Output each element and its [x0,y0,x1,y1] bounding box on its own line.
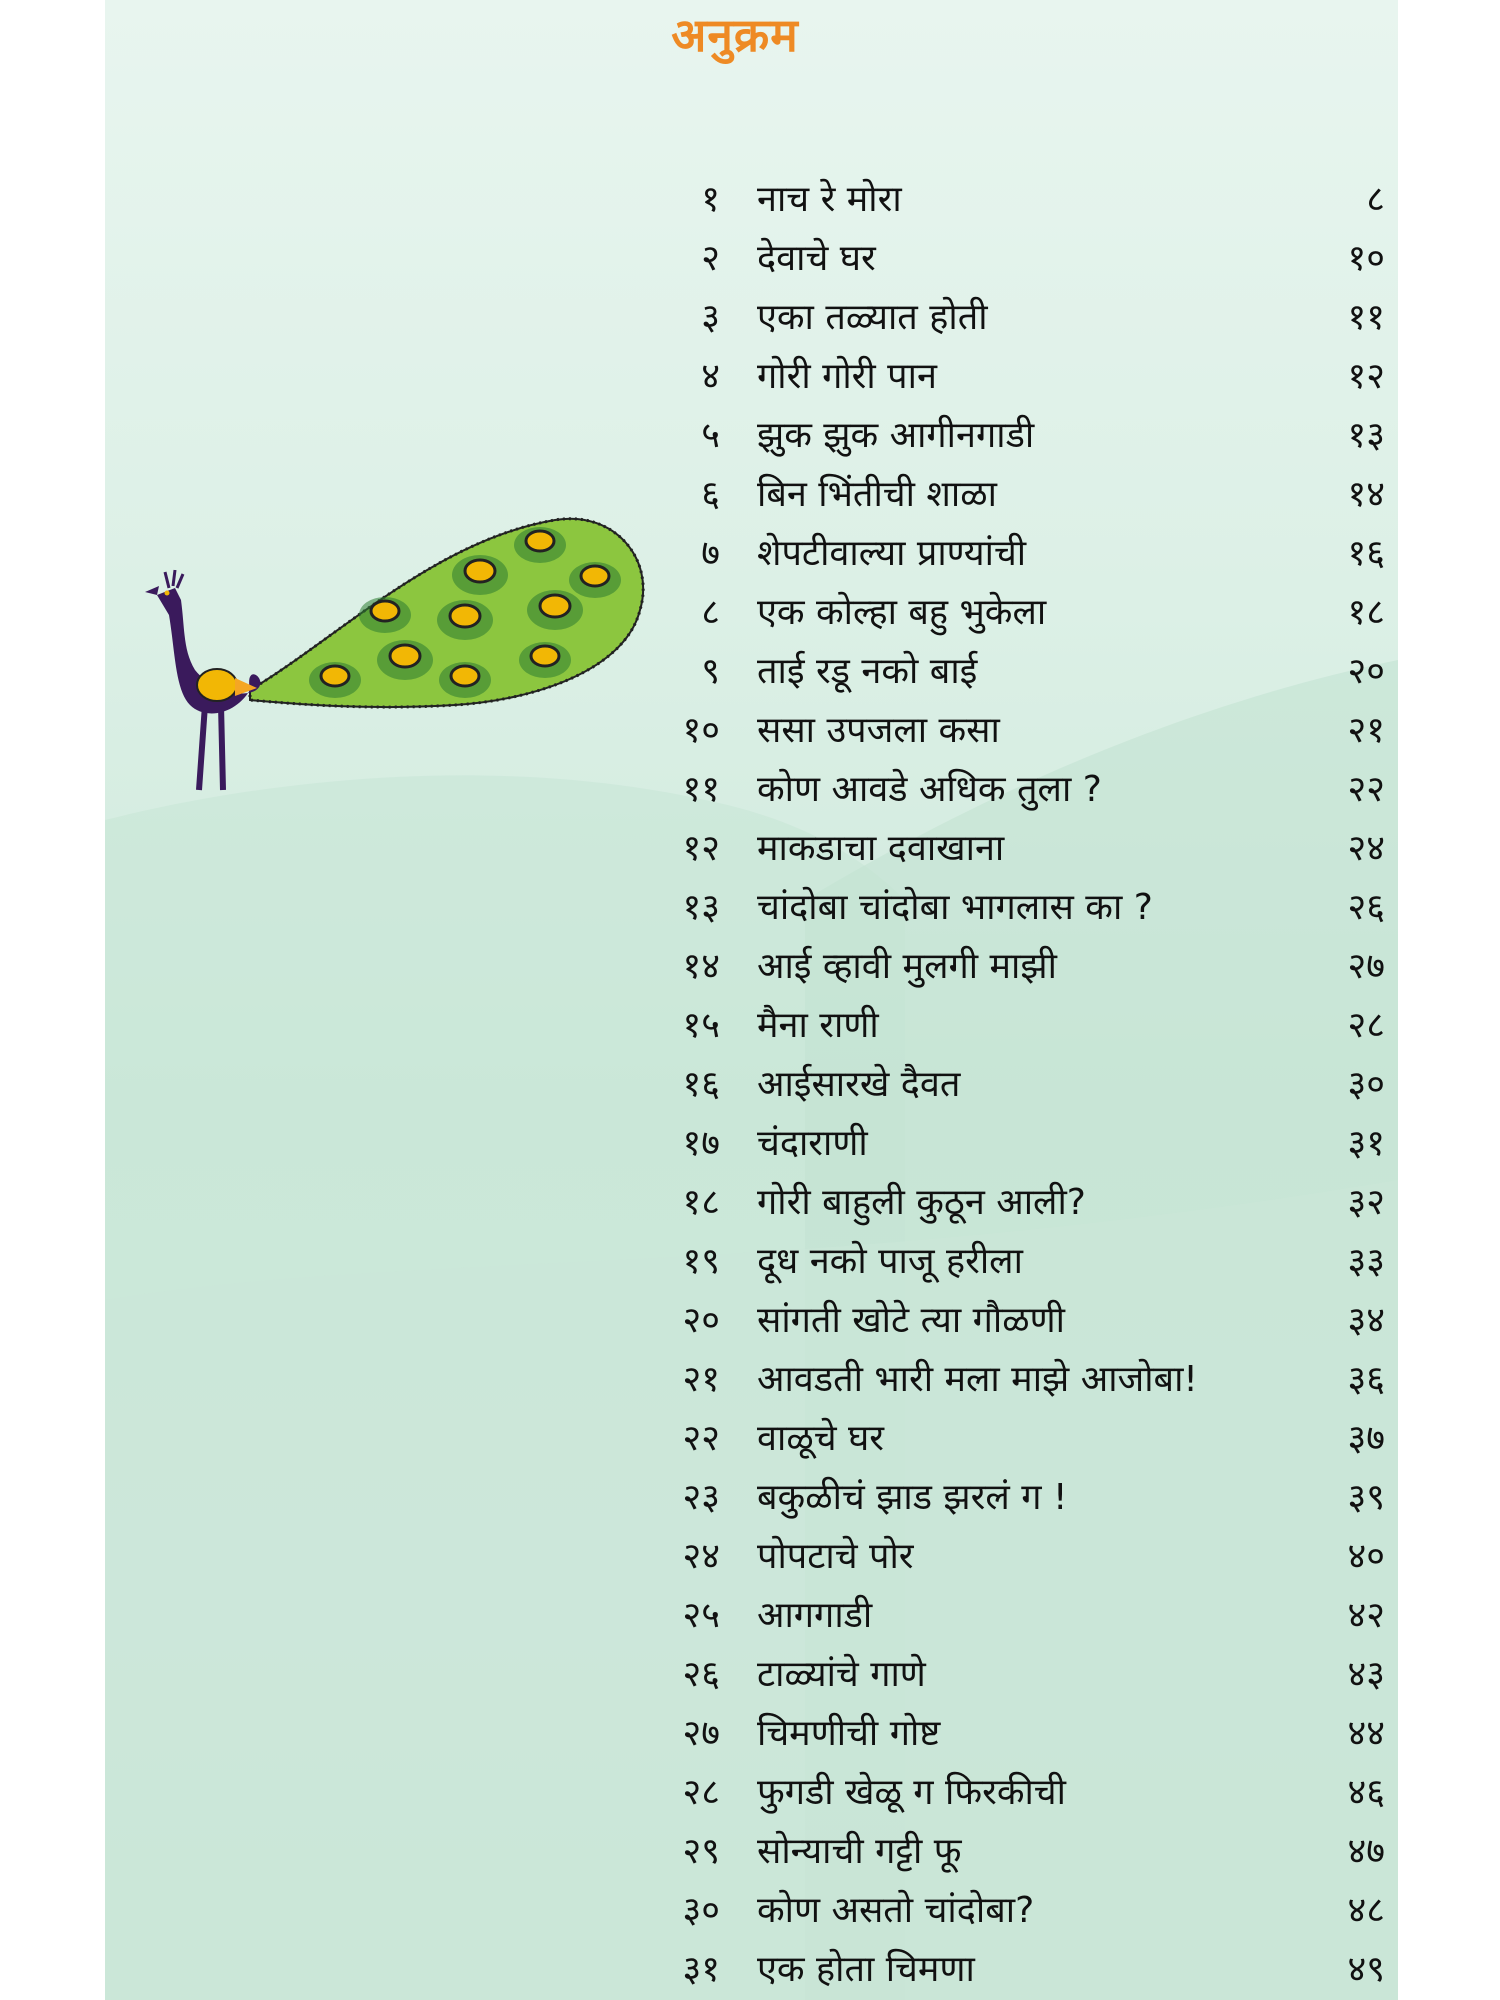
toc-entry [665,701,1398,760]
toc-entry-title: फुगडी खेळू ग फिरकीची [757,1772,1066,1813]
toc-entry-title: शेपटीवाल्या प्राण्यांची [757,533,1027,574]
toc-entry-page: ८ [1366,179,1385,220]
toc-entry-title: वाळूचे घर [757,1418,885,1459]
toc-entry-title: गोरी गोरी पान [757,356,937,397]
toc-entry-number: २१ [682,1359,720,1400]
toc-entry-page: १४ [1347,474,1385,515]
toc-entry [665,1763,1398,1822]
toc-entry-page: २६ [1347,887,1385,928]
toc-entry-title: सांगती खोटे त्या गौळणी [757,1300,1065,1341]
toc-entry-number: २५ [682,1595,720,1636]
toc-entry-number: २२ [682,1418,720,1459]
toc-entry-page: ४८ [1347,1890,1385,1931]
toc-entry-page: ३३ [1347,1241,1385,1282]
toc-entry-title: चंदाराणी [757,1123,868,1164]
toc-entry-page: १३ [1347,415,1385,456]
peacock-tail [250,519,643,707]
toc-entry-number: १२ [682,828,720,869]
toc-entry-number: ११ [682,769,720,810]
toc-entry-page: ३१ [1347,1123,1385,1164]
toc-entry-page: २२ [1347,769,1385,810]
toc-entry-title: आगगाडी [757,1595,873,1636]
toc-entry-page: २१ [1347,710,1385,751]
toc-entry [665,288,1398,347]
toc-entry [665,1232,1398,1291]
toc-entry [665,1940,1398,1999]
toc-entry-title: आवडती भारी मला माझे आजोबा! [757,1359,1198,1400]
toc-entry-number: ६ [701,474,720,515]
toc-entry-page: ४२ [1347,1595,1385,1636]
toc-entry-number: ७ [701,533,720,574]
toc-entry-number: १३ [682,887,720,928]
toc-entry-page: ३७ [1347,1418,1385,1459]
toc-entry [665,583,1398,642]
toc-entry-title: सोन्याची गट्टी फू [757,1831,962,1872]
toc-entry [665,1822,1398,1881]
toc-entry-number: १६ [682,1064,720,1105]
toc-entry [665,1586,1398,1645]
toc-entry [665,937,1398,996]
peacock-body [145,570,260,790]
toc-entry-number: ९ [701,651,720,692]
toc-entry-title: माकडाचा दवाखाना [757,828,1005,869]
toc-entry-number: २७ [682,1713,720,1754]
toc-entry [665,819,1398,878]
table-of-contents [665,170,1398,1999]
toc-entry-page: १२ [1347,356,1385,397]
toc-entry-number: २ [701,238,720,279]
toc-entry [665,1527,1398,1586]
toc-entry-title: नाच रे मोरा [757,179,902,220]
toc-entry-title: टाळ्यांचे गाणे [757,1654,926,1695]
toc-entry-title: पोपटाचे पोर [757,1536,914,1577]
toc-entry-page: ३२ [1347,1182,1385,1223]
toc-entry [665,406,1398,465]
toc-entry-title: देवाचे घर [757,238,876,279]
toc-entry-title: ससा उपजला कसा [757,710,1000,751]
toc-entry [665,996,1398,1055]
toc-entry [665,760,1398,819]
toc-entry-number: ४ [701,356,720,397]
toc-entry-page: १० [1347,238,1385,279]
toc-entry-title: गोरी बाहुली कुठून आली? [757,1182,1086,1223]
toc-entry [665,1291,1398,1350]
toc-entry-number: २० [682,1300,720,1341]
toc-entry-page: १८ [1347,592,1385,633]
toc-entry [665,1055,1398,1114]
toc-entry [665,347,1398,406]
toc-entry-number: २९ [682,1831,720,1872]
peacock-illustration [135,500,695,800]
toc-entry-page: २७ [1347,946,1385,987]
toc-entry [665,1468,1398,1527]
toc-entry-page: ४६ [1347,1772,1385,1813]
toc-entry-title: आई व्हावी मुलगी माझी [757,946,1057,987]
toc-entry-page: ११ [1347,297,1385,338]
toc-entry-page: २८ [1347,1005,1385,1046]
toc-entry-title: एक होता चिमणा [757,1949,975,1990]
toc-entry-number: ३ [701,297,720,338]
toc-entry-number: १५ [682,1005,720,1046]
toc-entry-title: चांदोबा चांदोबा भागलास का ? [757,887,1153,928]
toc-entry-title: झुक झुक आगीनगाडी [757,415,1035,456]
toc-entry-page: ४४ [1347,1713,1385,1754]
toc-entry-title: कोण आवडे अधिक तुला ? [757,769,1102,810]
toc-entry-title: आईसारखे दैवत [757,1064,961,1105]
toc-entry-title: चिमणीची गोष्ट [757,1713,941,1754]
page-title: अनुक्रम [671,8,799,62]
toc-entry-number: १८ [682,1182,720,1223]
toc-entry-number: ५ [701,415,720,456]
toc-entry-title: ताई रडू नको बाई [757,651,978,692]
toc-entry-number: १४ [682,946,720,987]
toc-entry-page: ४० [1347,1536,1385,1577]
toc-entry-page: ४३ [1347,1654,1385,1695]
toc-entry [665,465,1398,524]
toc-entry-title: बकुळीचं झाड झरलं ग ! [757,1477,1068,1518]
toc-entry-number: १ [701,179,720,220]
toc-entry-title: एक कोल्हा बहु भुकेला [757,592,1047,633]
toc-entry [665,170,1398,229]
toc-entry-title: कोण असतो चांदोबा? [757,1890,1035,1931]
toc-entry-number: २८ [682,1772,720,1813]
toc-entry-page: २४ [1347,828,1385,869]
toc-entry-page: ३४ [1347,1300,1385,1341]
toc-entry [665,229,1398,288]
toc-entry [665,1350,1398,1409]
toc-entry [665,1173,1398,1232]
toc-entry-number: ३० [682,1890,720,1931]
toc-entry-page: ३९ [1347,1477,1385,1518]
toc-entry [665,1645,1398,1704]
toc-entry-number: २४ [682,1536,720,1577]
toc-entry-title: मैना राणी [757,1005,879,1046]
toc-entry-number: १० [682,710,720,751]
toc-entry-page: १६ [1347,533,1385,574]
toc-entry-number: ३१ [682,1949,720,1990]
toc-entry [665,1114,1398,1173]
toc-entry-title: दूध नको पाजू हरीला [757,1241,1023,1282]
toc-entry-title: एका तळ्यात होती [757,297,988,338]
toc-entry-page: ३० [1347,1064,1385,1105]
toc-entry-number: १७ [682,1123,720,1164]
toc-entry-number: ८ [701,592,720,633]
toc-entry [665,878,1398,937]
toc-entry-page: ३६ [1347,1359,1385,1400]
book-page [105,0,1398,2000]
toc-entry-number: २६ [682,1654,720,1695]
toc-entry-page: ४७ [1347,1831,1385,1872]
toc-entry [665,1881,1398,1940]
toc-entry [665,642,1398,701]
toc-entry [665,524,1398,583]
toc-entry [665,1704,1398,1763]
toc-entry-page: ४९ [1347,1949,1385,1990]
toc-entry-number: २३ [682,1477,720,1518]
toc-entry-title: बिन भिंतीची शाळा [757,474,997,515]
toc-entry-page: २० [1347,651,1385,692]
toc-entry-number: १९ [682,1241,720,1282]
toc-entry [665,1409,1398,1468]
